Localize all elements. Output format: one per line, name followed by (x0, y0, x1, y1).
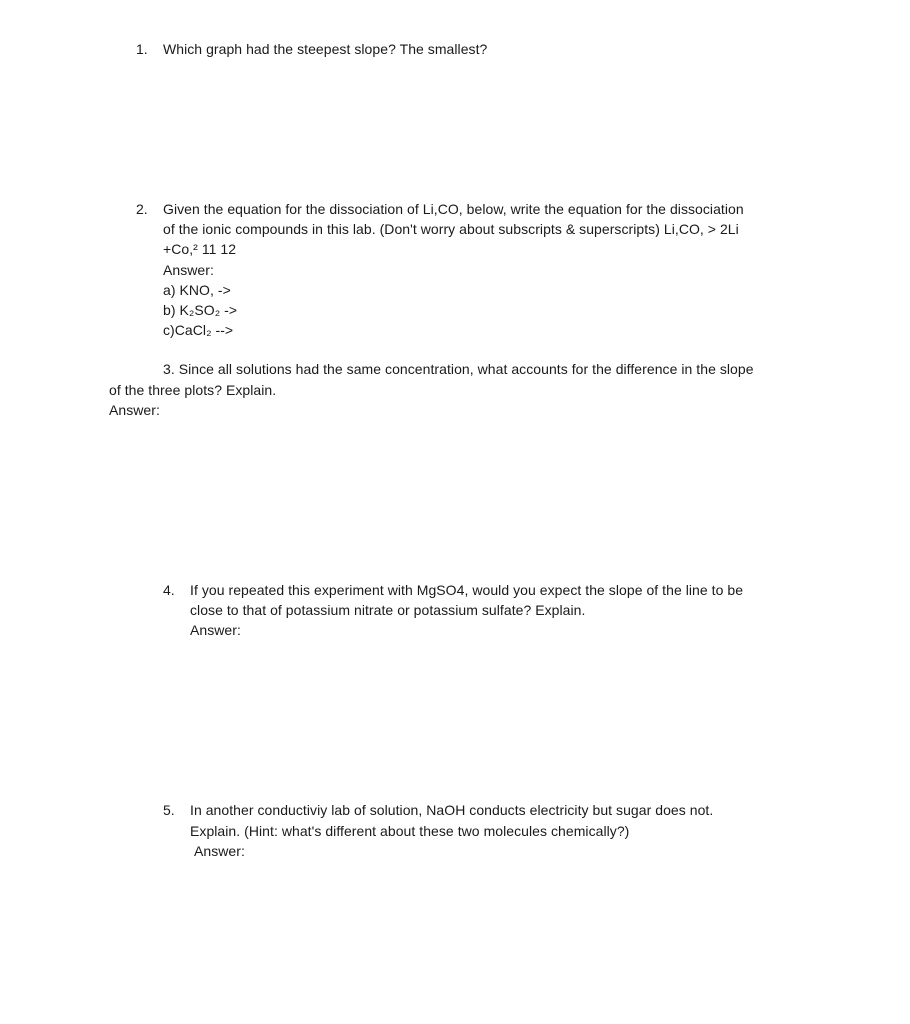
q2-text-line3: +Co,² 11 12 (163, 241, 237, 257)
q4-text-line1: If you repeated this experiment with MgSO4, would you expect the slope of the line to be (190, 582, 744, 598)
q3-text-line1: 3. Since all solutions had the same concentration, what accounts for the difference in the slope (163, 361, 754, 377)
q1-text: Which graph had the steepest slope? The smallest? (163, 41, 488, 57)
q5-answer-label: Answer: (194, 843, 245, 859)
q2-part-a: a) KNO, -> (163, 282, 231, 298)
q3-answer-label: Answer: (109, 402, 160, 418)
q2-part-b: b) K₂SO₂ -> (163, 302, 238, 318)
q4-text-line2: close to that of potassium nitrate or potassium sulfate? Explain. (190, 602, 586, 618)
q4-answer-label: Answer: (190, 622, 241, 638)
q2-number: 2. (136, 201, 148, 217)
q2-text-line1: Given the equation for the dissociation of Li,CO, below, write the equation for the dissociation (163, 201, 744, 217)
q1-number: 1. (136, 41, 148, 57)
q4-number: 4. (163, 582, 175, 598)
q5-text-line2: Explain. (Hint: what's different about these two molecules chemically?) (190, 823, 630, 839)
q5-text-line1: In another conductiviy lab of solution, NaOH conducts electricity but sugar does not. (190, 802, 714, 818)
q2-answer-label: Answer: (163, 262, 214, 278)
q2-text-line2: of the ionic compounds in this lab. (Don't worry about subscripts & superscripts) Li,CO, > 2Li (163, 221, 739, 237)
q5-number: 5. (163, 802, 175, 818)
q2-part-c: c)CaCl₂ --> (163, 322, 234, 338)
q3-text-line2: of the three plots? Explain. (109, 382, 277, 398)
